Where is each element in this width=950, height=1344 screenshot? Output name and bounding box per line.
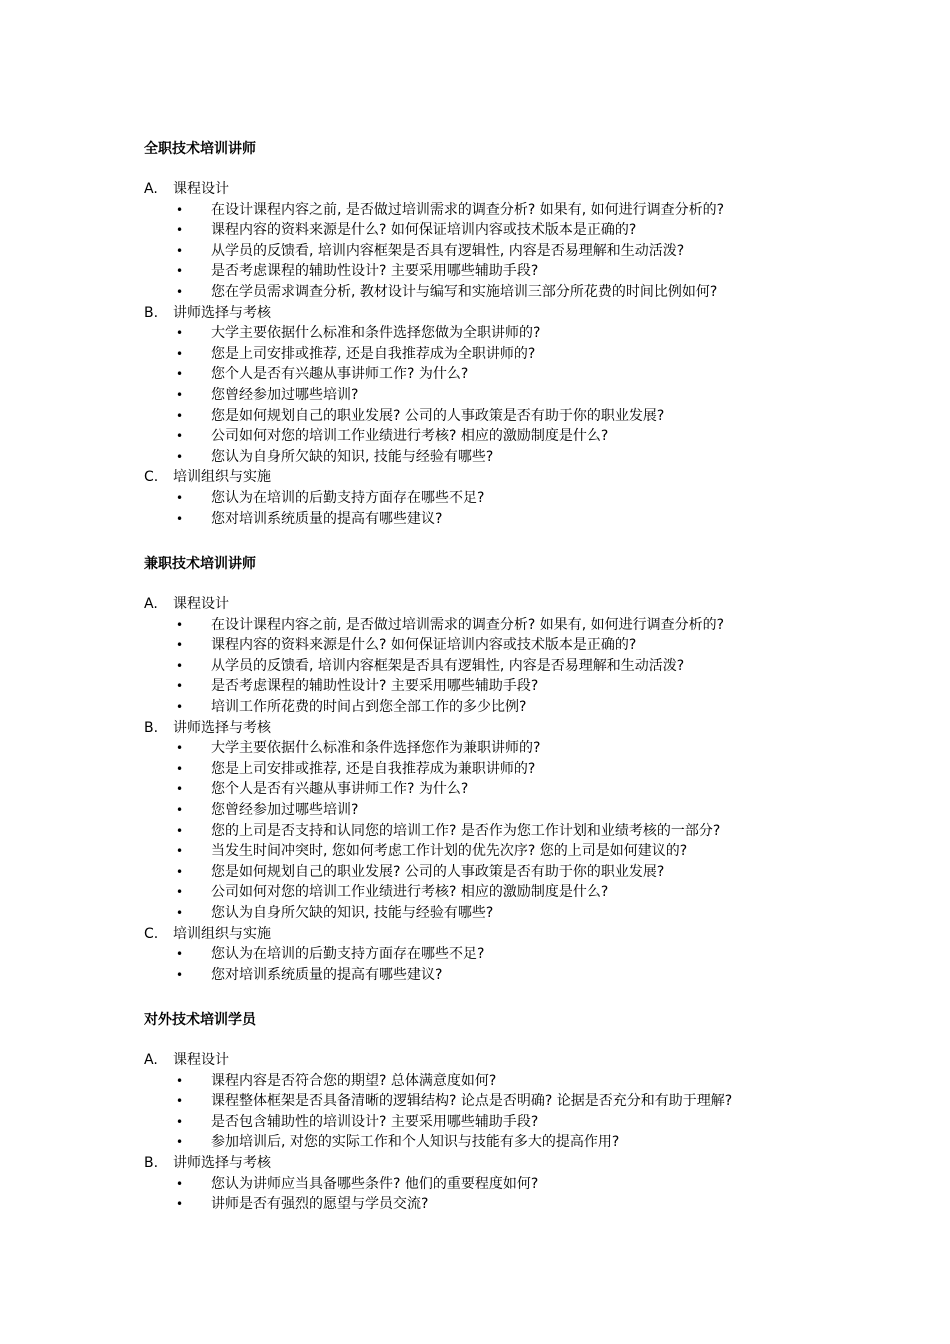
list-item [0,282,950,303]
bullet-icon: • [176,947,184,962]
list-item [0,656,950,677]
bullet-icon: • [176,387,184,402]
group-label: 培训组织与实施 [173,469,271,486]
list-item [0,1132,950,1153]
bullet-icon: • [176,1176,184,1191]
group-course-design [0,179,950,303]
bullet-icon: • [176,202,184,217]
list-item [0,488,950,509]
bullet-icon: • [176,429,184,444]
group-letter: B. [144,719,159,736]
list-item [0,882,950,903]
question-list [0,323,950,467]
bullet-icon: • [176,741,184,756]
bullet-icon: • [176,905,184,920]
list-item [0,697,950,718]
question-text: 您认为自身所欠缺的知识, 技能与经验有哪些? [211,904,494,921]
question-text: 是否包含辅助性的培训设计? 主要采用哪些辅助手段? [211,1113,539,1130]
bullet-icon: • [176,1197,184,1212]
bullet-icon: • [176,885,184,900]
list-item [0,779,950,800]
bullet-icon: • [176,1135,184,1150]
list-item [0,426,950,447]
question-text: 公司如何对您的培训工作业绩进行考核? 相应的激励制度是什么? [211,884,609,901]
question-text: 您对培训系统质量的提高有哪些建议? [211,966,443,983]
bullet-icon: • [176,658,184,673]
group-heading [0,594,950,615]
group-heading [0,467,950,488]
question-text: 您对培训系统质量的提高有哪些建议? [211,510,443,527]
question-text: 大学主要依据什么标准和条件选择您做为全职讲师的? [211,325,541,342]
question-text: 从学员的反馈看, 培训内容框架是否具有逻辑性, 内容是否易理解和生动活泼? [211,242,685,259]
list-item [0,944,950,965]
question-list [0,738,950,923]
question-text: 课程内容的资料来源是什么? 如何保证培训内容或技术版本是正确的? [211,222,637,239]
question-text: 您在学员需求调查分析, 教材设计与编写和实施培训三部分所花费的时间比例如何? [211,283,718,300]
question-text: 参加培训后, 对您的实际工作和个人知识与技能有多大的提高作用? [211,1134,620,1151]
bullet-icon: • [176,449,184,464]
list-item [0,841,950,862]
bullet-icon: • [176,346,184,361]
question-list [0,1174,950,1215]
question-text: 从学员的反馈看, 培训内容框架是否具有逻辑性, 内容是否易理解和生动活泼? [211,657,685,674]
question-text: 是否考虑课程的辅助性设计? 主要采用哪些辅助手段? [211,678,539,695]
question-text: 您是如何规划自己的职业发展? 公司的人事政策是否有助于你的职业发展? [211,407,665,424]
question-list [0,615,950,718]
bullet-icon: • [176,864,184,879]
group-label: 讲师选择与考核 [173,304,271,321]
list-item [0,903,950,924]
list-item [0,1112,950,1133]
group-letter: C. [144,469,159,486]
list-item [0,1194,950,1215]
bullet-icon: • [176,511,184,526]
list-item [0,241,950,262]
question-text: 您曾经参加过哪些培训? [211,386,359,403]
bullet-icon: • [176,782,184,797]
group-label: 讲师选择与考核 [173,1155,271,1171]
question-text: 培训工作所花费的时间占到您全部工作的多少比例? [211,698,527,715]
list-item [0,635,950,656]
bullet-icon: • [176,844,184,859]
question-text: 您是上司安排或推荐, 还是自我推荐成为兼职讲师的? [211,760,536,777]
list-item [0,821,950,842]
bullet-icon: • [176,761,184,776]
question-list [0,488,950,529]
list-item [0,1174,950,1195]
bullet-icon: • [176,367,184,382]
question-text: 您个人是否有兴趣从事讲师工作? 为什么? [211,781,469,798]
list-item [0,220,950,241]
question-text: 公司如何对您的培训工作业绩进行考核? 相应的激励制度是什么? [211,428,609,445]
group-label: 课程设计 [173,1052,229,1068]
group-letter: C. [144,925,159,942]
list-item [0,200,950,221]
question-text: 课程内容是否符合您的期望? 总体满意度如何? [211,1072,497,1089]
question-text: 课程整体框架是否具备清晰的逻辑结构? 论点是否明确? 论据是否充分和有助于理解? [211,1093,733,1110]
question-text: 您认为自身所欠缺的知识, 技能与经验有哪些? [211,448,494,465]
list-item [0,509,950,530]
group-label: 课程设计 [173,596,229,612]
section-title: 兼职技术培训讲师 [144,556,256,572]
question-text: 您个人是否有兴趣从事讲师工作? 为什么? [211,366,469,383]
group-label: 讲师选择与考核 [173,719,271,736]
group-trainer-selection [0,303,950,468]
group-heading [0,179,950,200]
list-item [0,364,950,385]
group-heading [0,718,950,739]
group-heading [0,924,950,945]
group-letter: A. [144,181,158,197]
bullet-icon: • [176,284,184,299]
bullet-icon: • [176,1094,184,1109]
list-item [0,862,950,883]
question-text: 当发生时间冲突时, 您如何考虑工作计划的优先次序? 您的上司是如何建议的? [211,843,688,860]
question-text: 课程内容的资料来源是什么? 如何保证培训内容或技术版本是正确的? [211,637,637,654]
list-item [0,323,950,344]
list-item [0,385,950,406]
question-text: 在设计课程内容之前, 是否做过培训需求的调查分析? 如果有, 如何进行调查分析的? [211,616,725,633]
group-course-design [0,594,950,718]
section-title: 对外技术培训学员 [144,1012,256,1028]
bullet-icon: • [176,408,184,423]
question-text: 讲师是否有强烈的愿望与学员交流? [211,1196,429,1213]
bullet-icon: • [176,823,184,838]
bullet-icon: • [176,802,184,817]
section-title: 全职技术培训讲师 [144,141,256,157]
question-text: 您是如何规划自己的职业发展? 公司的人事政策是否有助于你的职业发展? [211,863,665,880]
question-list [0,200,950,303]
list-item [0,406,950,427]
group-letter: A. [144,1052,158,1068]
bullet-icon: • [176,1073,184,1088]
group-training-organization [0,467,950,529]
list-item [0,261,950,282]
group-training-organization [0,924,950,986]
list-item [0,759,950,780]
group-course-design [0,1050,950,1153]
group-heading [0,1050,950,1071]
group-trainer-selection [0,1153,950,1215]
bullet-icon: • [176,223,184,238]
list-item [0,800,950,821]
question-text: 您认为在培训的后勤支持方面存在哪些不足? [211,946,485,963]
group-label: 课程设计 [173,181,229,197]
group-label: 培训组织与实施 [173,925,271,942]
question-text: 您认为在培训的后勤支持方面存在哪些不足? [211,489,485,506]
question-text: 是否考虑课程的辅助性设计? 主要采用哪些辅助手段? [211,263,539,280]
list-item [0,344,950,365]
list-item [0,447,950,468]
group-heading [0,1153,950,1174]
list-item [0,738,950,759]
bullet-icon: • [176,326,184,341]
list-item [0,1091,950,1112]
bullet-icon: • [176,967,184,982]
bullet-icon: • [176,617,184,632]
list-item [0,615,950,636]
bullet-icon: • [176,679,184,694]
question-text: 您认为讲师应当具备哪些条件? 他们的重要程度如何? [211,1175,539,1192]
question-text: 您的上司是否支持和认同您的培训工作? 是否作为您工作计划和业绩考核的一部分? [211,822,721,839]
bullet-icon: • [176,699,184,714]
list-item [0,676,950,697]
group-letter: B. [144,304,159,321]
question-list [0,944,950,985]
bullet-icon: • [176,1114,184,1129]
bullet-icon: • [176,490,184,505]
bullet-icon: • [176,264,184,279]
question-text: 在设计课程内容之前, 是否做过培训需求的调查分析? 如果有, 如何进行调查分析的? [211,201,725,218]
group-letter: A. [144,596,158,612]
bullet-icon: • [176,243,184,258]
question-text: 大学主要依据什么标准和条件选择您作为兼职讲师的? [211,740,541,757]
question-list [0,1071,950,1153]
group-trainer-selection [0,718,950,924]
list-item [0,1071,950,1092]
question-text: 您曾经参加过哪些培训? [211,801,359,818]
group-letter: B. [144,1155,159,1171]
bullet-icon: • [176,638,184,653]
question-text: 您是上司安排或推荐, 还是自我推荐成为全职讲师的? [211,345,536,362]
group-heading [0,303,950,324]
list-item [0,965,950,986]
